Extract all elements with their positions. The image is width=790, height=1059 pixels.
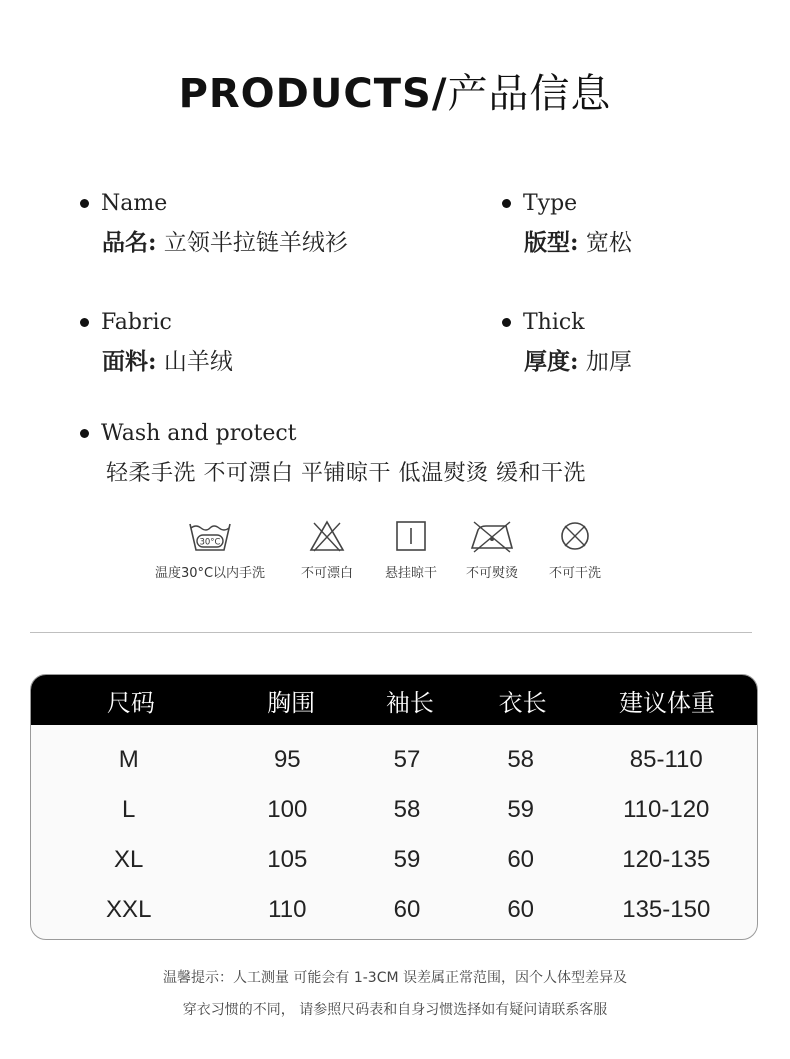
cell-sleeve: 58 <box>393 796 421 823</box>
cell-size: M <box>118 746 139 773</box>
care-item-noiron <box>456 518 528 581</box>
size-notes <box>0 962 790 1026</box>
care-label: 悬挂晾干 <box>384 566 437 581</box>
table-row <box>31 735 757 785</box>
table-body <box>31 725 757 935</box>
size-table <box>30 674 758 940</box>
cell-size: XL <box>114 846 144 873</box>
no-iron-icon <box>468 518 516 554</box>
attr-fabric <box>80 307 233 376</box>
cell-sleeve: 59 <box>393 846 421 873</box>
attr-type <box>502 188 632 257</box>
attr-wash <box>80 418 586 487</box>
cell-weight: 135-150 <box>622 896 711 923</box>
attr-type-value: 宽松 <box>585 230 632 256</box>
header-chest: 胸围 <box>267 688 316 717</box>
bullet-dot-icon <box>80 429 89 438</box>
care-item-nodryclean <box>540 518 610 581</box>
cell-chest: 100 <box>267 796 308 823</box>
cell-size: XXL <box>106 896 152 923</box>
attr-name-label: 品名: <box>102 229 157 256</box>
header-sleeve: 袖长 <box>385 688 434 717</box>
table-header <box>31 675 757 725</box>
cell-chest: 95 <box>273 746 301 773</box>
cell-chest: 110 <box>268 896 307 923</box>
header-size: 尺码 <box>106 688 155 717</box>
divider <box>30 632 752 633</box>
header-length: 衣长 <box>498 688 547 717</box>
hang-dry-icon <box>393 518 429 554</box>
attr-wash-en: Wash and protect <box>101 420 297 446</box>
attr-wash-value: 轻柔手洗 不可漂白 平铺晾干 低温熨烫 缓和干洗 <box>106 461 586 486</box>
page-title <box>0 62 790 119</box>
note-line: 穿衣习惯的不同， 请参照尺码表和自身习惯选择如有疑问请联系客服 <box>182 1002 608 1018</box>
title-en: PRODUCTS/ <box>178 71 448 117</box>
attr-type-label: 版型: <box>524 229 579 256</box>
attr-thick-label: 厚度: <box>524 348 579 375</box>
bullet-dot-icon <box>502 318 511 327</box>
bullet-dot-icon <box>80 199 89 208</box>
cell-weight: 120-135 <box>622 846 711 873</box>
attr-name-en: Name <box>101 190 168 216</box>
attr-type-en: Type <box>523 190 578 216</box>
cell-length: 58 <box>507 746 535 773</box>
cell-length: 59 <box>507 796 535 823</box>
cell-length: 60 <box>507 846 535 873</box>
no-bleach-icon <box>309 518 345 554</box>
note-line: 温馨提示：人工测量 可能会有 1-3CM 误差属正常范围，因个人体型差异及 <box>162 970 628 986</box>
cell-sleeve: 60 <box>393 896 421 923</box>
attr-thick <box>502 307 632 376</box>
care-label: 温度30°C以内手洗 <box>154 566 266 581</box>
cell-chest: 105 <box>267 846 308 873</box>
cell-size: L <box>122 796 136 823</box>
attr-fabric-value: 山羊绒 <box>163 349 233 375</box>
cell-sleeve: 57 <box>393 746 421 773</box>
care-temp-text: 30°C <box>199 537 221 548</box>
hand-wash-30-icon <box>187 518 233 554</box>
table-row <box>31 885 757 935</box>
table-row <box>31 835 757 885</box>
bullet-dot-icon <box>502 199 511 208</box>
bullet-dot-icon <box>80 318 89 327</box>
attr-fabric-en: Fabric <box>101 309 172 335</box>
cell-length: 60 <box>507 896 535 923</box>
care-item-hangdry <box>376 518 446 581</box>
attr-thick-value: 加厚 <box>585 349 632 375</box>
care-label: 不可熨烫 <box>465 566 518 581</box>
attr-thick-en: Thick <box>523 309 585 335</box>
attr-name <box>80 188 348 257</box>
care-item-handwash <box>140 518 280 581</box>
header-weight: 建议体重 <box>618 688 715 717</box>
table-row <box>31 785 757 835</box>
cell-weight: 85-110 <box>629 746 703 773</box>
care-label: 不可漂白 <box>300 566 353 581</box>
care-item-nobleach <box>292 518 362 581</box>
no-dry-clean-icon <box>557 518 593 554</box>
cell-weight: 110-120 <box>623 796 710 823</box>
attr-name-value: 立领半拉链羊绒衫 <box>163 230 348 256</box>
care-icons <box>140 518 620 588</box>
care-label: 不可干洗 <box>548 566 601 581</box>
title-cn: 产品信息 <box>447 71 612 117</box>
attr-fabric-label: 面料: <box>102 348 157 375</box>
